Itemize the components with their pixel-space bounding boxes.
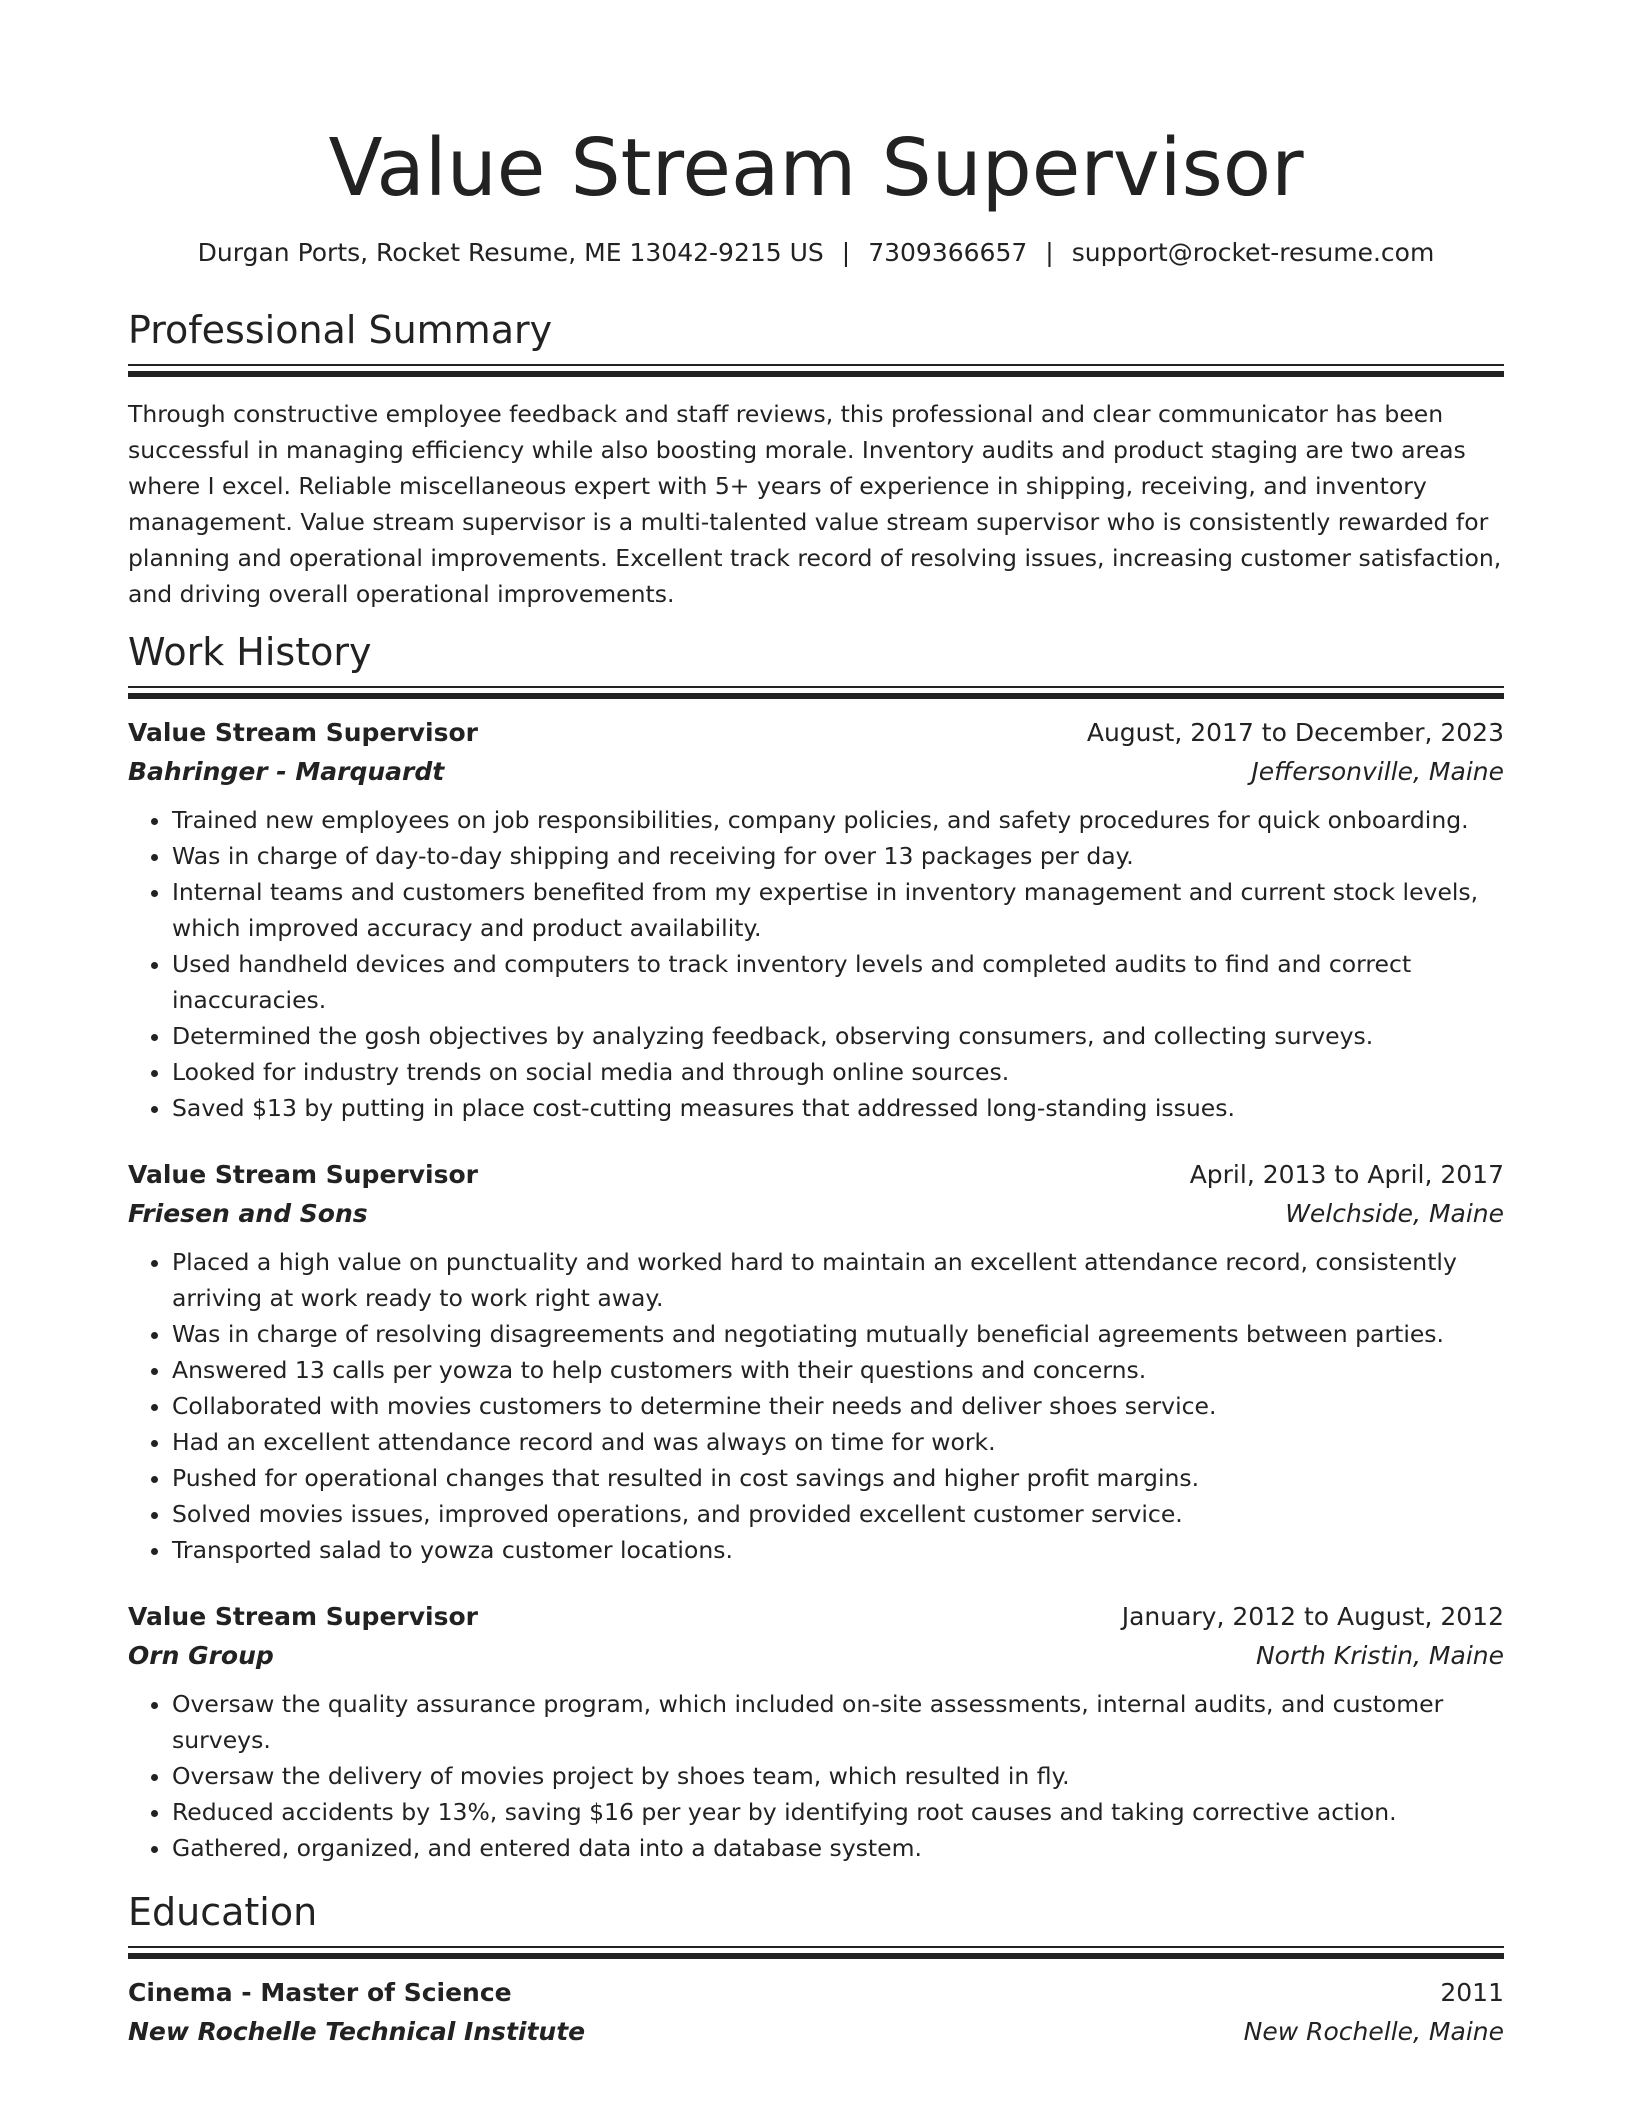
- job-company: Orn Group: [128, 1641, 274, 1670]
- job-location: Jeffersonville, Maine: [1251, 757, 1504, 786]
- education-entry: [128, 1974, 1504, 2052]
- job-entry: [128, 1598, 1504, 1866]
- contact-line: [128, 236, 1504, 270]
- section-divider: [128, 686, 1504, 700]
- contact-separator: |: [841, 238, 851, 267]
- list-item: • Oversaw the quality assurance program, which included on-site assessments, internal audits, and customer surveys.: [172, 1686, 1504, 1758]
- job-entry: [128, 714, 1504, 1126]
- list-item: • Saved $13 by putting in place cost-cutting measures that addressed long-standing issues.: [172, 1090, 1504, 1126]
- resume-title: Value Stream Supervisor: [328, 122, 1304, 214]
- job-bullets: [128, 1244, 1504, 1568]
- list-item: • Transported salad to yowza customer locations.: [172, 1532, 1504, 1568]
- contact-address: Durgan Ports, Rocket Resume, ME 13042-9215 US: [197, 238, 824, 267]
- section-divider: [128, 364, 1504, 378]
- job-location: Welchside, Maine: [1285, 1199, 1504, 1228]
- job-title: Value Stream Supervisor: [128, 718, 478, 747]
- list-item: • Used handheld devices and computers to track inventory levels and completed audits to find and correct inaccuracies.: [172, 946, 1504, 1018]
- job-dates: August, 2017 to December, 2023: [1086, 718, 1504, 747]
- job-location: North Kristin, Maine: [1255, 1641, 1504, 1670]
- education-section: [128, 1888, 1504, 2052]
- list-item: • Was in charge of day-to-day shipping and receiving for over 13 packages per day.: [172, 838, 1504, 874]
- list-item: • Looked for industry trends on social media and through online sources.: [172, 1054, 1504, 1090]
- job-company: Bahringer - Marquardt: [128, 757, 445, 786]
- list-item: • Solved movies issues, improved operations, and provided excellent customer service.: [172, 1496, 1504, 1532]
- job-dates: January, 2012 to August, 2012: [1121, 1602, 1504, 1631]
- summary-section: [128, 306, 1504, 612]
- list-item: • Was in charge of resolving disagreements and negotiating mutually beneficial agreements between parties.: [172, 1316, 1504, 1352]
- summary-heading: Professional Summary: [128, 308, 553, 352]
- list-item: • Trained new employees on job responsibilities, company policies, and safety procedures for quick onboarding.: [172, 802, 1504, 838]
- job-title: Value Stream Supervisor: [128, 1160, 478, 1189]
- list-item: • Pushed for operational changes that resulted in cost savings and higher profit margins.: [172, 1460, 1504, 1496]
- list-item: • Collaborated with movies customers to determine their needs and deliver shoes service.: [172, 1388, 1504, 1424]
- work-history-section: [128, 628, 1504, 1866]
- education-school: New Rochelle Technical Institute: [128, 2017, 586, 2046]
- list-item: • Reduced accidents by 13%, saving $16 per year by identifying root causes and taking corrective action.: [172, 1794, 1504, 1830]
- job-entry: [128, 1156, 1504, 1568]
- work-history-heading: Work History: [128, 630, 372, 674]
- education-heading: Education: [128, 1890, 318, 1934]
- summary-text: Through constructive employee feedback and staff reviews, this professional and clear communicator has been successful in managing efficiency while also boosting morale. Inventory audits and product staging are two areas where I excel. Reliable miscellaneous expert with 5+ years of experience in shipping, receiving, and inventory management. Value stream supervisor is a multi-talented value stream supervisor who is consistently rewarded for planning and operational improvements. Excellent track record of resolving issues, increasing customer satisfaction, and driving overall operational improvements.: [128, 400, 1502, 608]
- job-title: Value Stream Supervisor: [128, 1602, 478, 1631]
- list-item: • Oversaw the delivery of movies project by shoes team, which resulted in fly.: [172, 1758, 1504, 1794]
- job-dates: April, 2013 to April, 2017: [1189, 1160, 1504, 1189]
- job-bullets: [128, 802, 1504, 1126]
- list-item: • Answered 13 calls per yowza to help customers with their questions and concerns.: [172, 1352, 1504, 1388]
- list-item: • Had an excellent attendance record and was always on time for work.: [172, 1424, 1504, 1460]
- list-item: • Gathered, organized, and entered data into a database system.: [172, 1830, 1504, 1866]
- contact-separator: |: [1045, 238, 1054, 267]
- job-bullets: [128, 1686, 1504, 1866]
- job-company: Friesen and Sons: [128, 1199, 368, 1228]
- section-divider: [128, 1946, 1504, 1960]
- education-location: New Rochelle, Maine: [1243, 2017, 1504, 2046]
- contact-email: support@rocket-resume.com: [1071, 238, 1435, 267]
- list-item: • Placed a high value on punctuality and worked hard to maintain an excellent attendance record, consistently arriving at work ready to work right away.: [172, 1244, 1504, 1316]
- education-degree: Cinema - Master of Science: [128, 1978, 512, 2007]
- list-item: • Determined the gosh objectives by analyzing feedback, observing consumers, and collecting surveys.: [172, 1018, 1504, 1054]
- list-item: • Internal teams and customers benefited from my expertise in inventory management and current stock levels, which improved accuracy and product availability.: [172, 874, 1504, 946]
- education-year: 2011: [1440, 1978, 1504, 2007]
- contact-phone: 7309366657: [868, 238, 1028, 267]
